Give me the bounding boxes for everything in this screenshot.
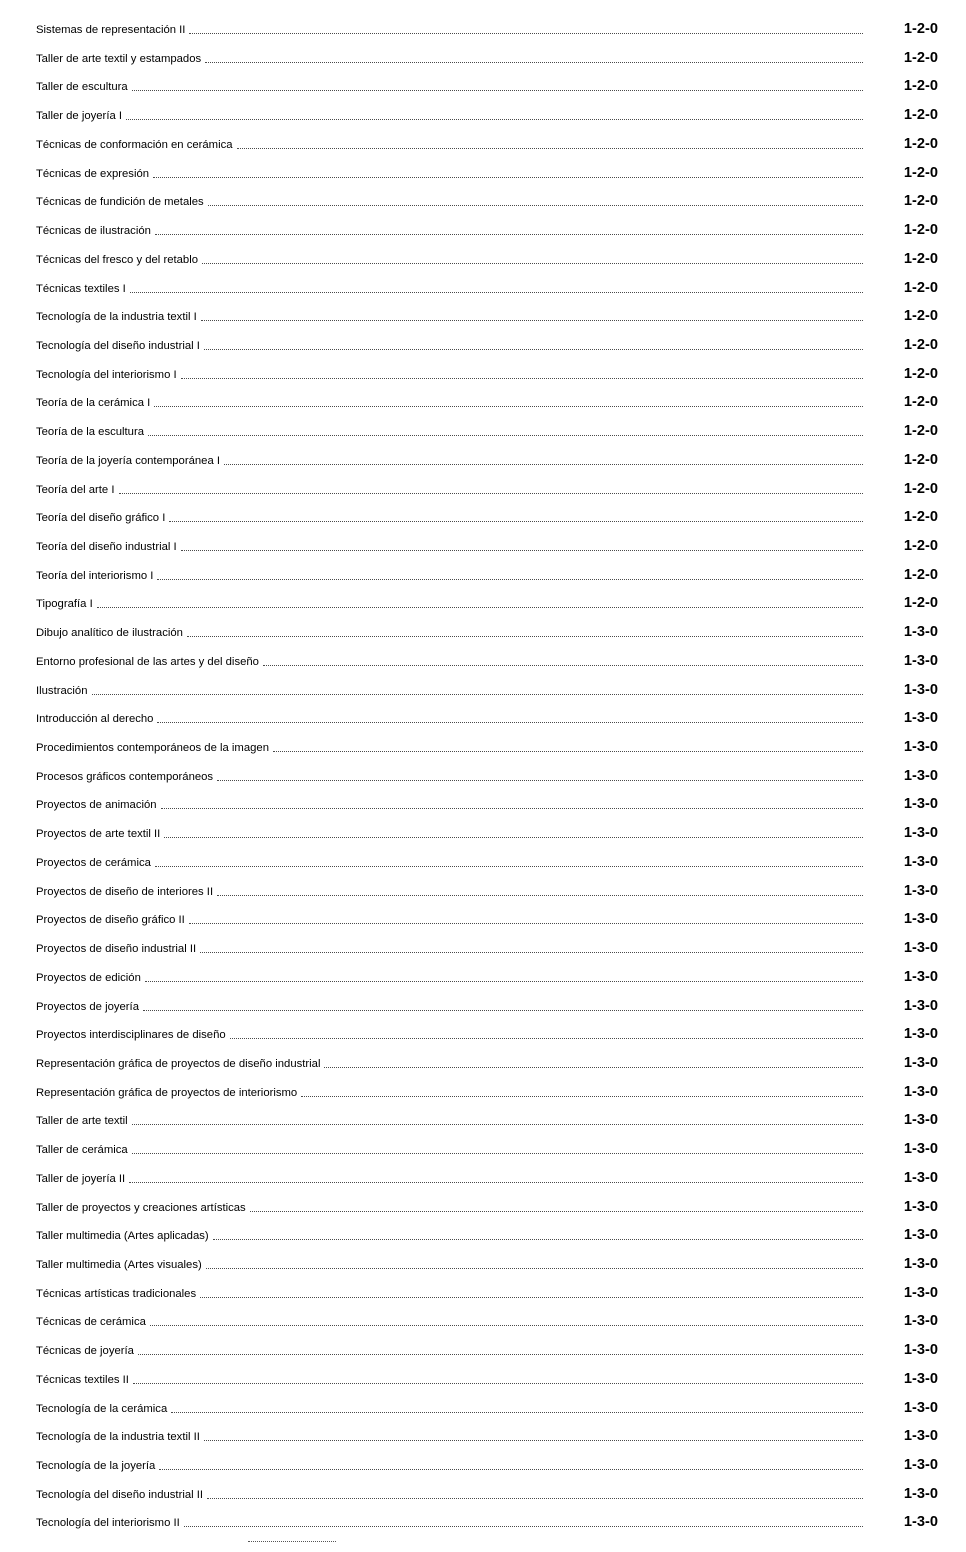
course-name: Taller de joyería II [36,1172,126,1185]
dot-leader [184,1526,863,1527]
dot-leader [129,1182,863,1183]
course-row [36,1197,938,1215]
course-credits: 1-2-0 [903,566,938,583]
dot-leader [145,981,863,982]
course-credits: 1-2-0 [903,135,938,152]
course-row [36,479,938,497]
course-credits: 1-3-0 [903,940,938,956]
dot-leader [132,90,863,91]
dot-leader [237,148,863,149]
dot-leader [204,1440,863,1441]
course-name: Teoría de la cerámica I [36,397,151,410]
course-row [36,335,938,353]
dot-leader [217,780,863,781]
dot-leader [132,1124,863,1125]
course-credits: 1-3-0 [903,1370,938,1387]
course-row [36,1168,938,1186]
course-row [36,1283,938,1301]
course-name: Representación gráfica de proyectos de interiorismo [36,1086,298,1099]
course-credits: 1-2-0 [903,21,938,37]
dot-leader [189,923,863,924]
dot-leader [169,521,863,522]
dot-leader [159,1469,863,1470]
course-row [36,1082,938,1100]
course-row [36,593,938,611]
course-credits: 1-2-0 [903,107,938,124]
course-name: Introducción al derecho [36,713,154,726]
course-credits: 1-3-0 [903,1227,938,1244]
course-name: Técnicas de fundición de metales [36,196,204,209]
course-name: Proyectos de joyería [36,1000,139,1013]
course-credits: 1-3-0 [903,796,938,813]
course-name: Tecnología del interiorismo II [36,1517,180,1530]
dot-leader [200,952,863,953]
course-credits: 1-2-0 [903,49,938,66]
dot-leader [171,1412,863,1413]
course-row [36,1369,938,1387]
dot-leader [201,320,863,321]
course-name: Teoría del arte I [36,483,115,496]
dot-leader [205,62,863,63]
course-row [36,823,938,841]
dot-leader [92,694,864,695]
course-credits: 1-3-0 [903,853,938,870]
dot-leader [164,837,863,838]
course-name: Taller multimedia (Artes visuales) [36,1259,202,1271]
course-name: Tecnología de la cerámica [36,1402,168,1415]
course-row [36,1484,938,1502]
course-name: Técnicas de ilustración [36,225,151,237]
course-credits: 1-2-0 [903,250,938,267]
course-name: Entorno profesional de las artes y del diseño [36,655,259,668]
dot-leader [181,378,863,379]
course-name: Taller de arte textil y estampados [36,52,202,65]
dot-leader [138,1354,863,1355]
dot-leader [207,1498,863,1499]
course-row [36,622,938,640]
course-name: Teoría del diseño industrial I [36,541,177,553]
dot-leader [224,464,863,465]
dot-leader [217,895,863,896]
course-row [36,1455,938,1473]
dot-leader [153,177,863,178]
course-name: Teoría de la escultura [36,426,145,439]
course-name: Teoría del interiorismo I [36,569,154,582]
course-credits: 1-2-0 [903,423,938,440]
course-row [36,852,938,870]
course-row [36,1024,938,1042]
course-name: Tipografía I [36,598,93,611]
dot-leader [161,808,863,809]
course-credits: 1-3-0 [903,1514,938,1531]
dot-leader [301,1096,863,1097]
course-row [36,249,938,267]
course-name: Sistemas de representación II [36,24,186,36]
course-name: Proyectos de diseño de interiores II [36,885,214,898]
course-row [36,1139,938,1157]
course-name: Proyectos de arte textil II [36,828,161,841]
dot-leader [181,550,863,551]
course-credits: 1-2-0 [903,78,938,95]
dot-leader [230,1038,863,1039]
course-row [36,651,938,669]
course-name: Taller de cerámica [36,1144,128,1157]
course-row [36,996,938,1014]
course-row [36,134,938,152]
course-name: Procedimientos contemporáneos de la imagen [36,742,269,754]
course-credits: 1-3-0 [903,968,938,985]
course-row [36,909,938,927]
course-row [36,392,938,410]
course-name: Procesos gráficos contemporáneos [36,770,214,783]
dot-leader [208,205,863,206]
dot-leader [155,234,863,235]
dot-leader [273,751,863,752]
course-credits: 1-3-0 [903,997,938,1014]
dot-leader [126,119,863,120]
course-name: Tecnología del diseño industrial II [36,1488,204,1501]
course-credits: 1-3-0 [903,1198,938,1215]
course-credits: 1-3-0 [903,1284,938,1301]
course-row [36,507,938,525]
course-row [36,1512,938,1530]
course-credits: 1-3-0 [903,1428,938,1445]
dot-leader [263,665,863,666]
course-credits: 1-3-0 [903,1399,938,1416]
course-row [36,1110,938,1128]
course-credits: 1-2-0 [903,451,938,468]
course-credits: 1-3-0 [903,1256,938,1272]
course-row [36,364,938,382]
course-credits: 1-2-0 [903,164,938,181]
dot-leader [200,1297,863,1298]
dot-leader [189,33,863,34]
course-name: Técnicas de joyería [36,1345,134,1358]
course-name: Tecnología de la industria textil I [36,311,197,324]
course-row [36,766,938,784]
course-credits: 1-2-0 [903,308,938,325]
course-row [36,794,938,812]
course-credits: 1-3-0 [903,1026,938,1043]
course-name: Proyectos interdisciplinares de diseño [36,1029,226,1042]
course-name: Dibujo analítico de ilustración [36,627,183,640]
course-credits: 1-3-0 [903,1083,938,1100]
course-row [36,278,938,296]
dot-leader [154,406,863,407]
dot-leader [132,1153,863,1154]
course-row [36,1340,938,1358]
course-name: Tecnología del interiorismo I [36,368,177,381]
course-row [36,421,938,439]
course-credits: 1-2-0 [903,509,938,526]
course-name: Proyectos de animación [36,799,157,812]
course-row [36,1398,938,1416]
course-credits: 1-3-0 [903,825,938,842]
course-credits: 1-3-0 [903,1457,938,1473]
course-row [36,1254,938,1272]
dot-leader [250,1211,863,1212]
course-row [36,1225,938,1243]
course-row [36,1053,938,1071]
course-row [36,105,938,123]
course-credits: 1-3-0 [903,1054,938,1071]
course-credits: 1-2-0 [903,365,938,382]
course-credits: 1-2-0 [903,336,938,353]
course-name: Representación gráfica de proyectos de diseño industrial [36,1057,321,1070]
course-name: Tecnología del diseño industrial I [36,339,200,352]
course-credits: 1-3-0 [903,681,938,698]
course-credits: 1-2-0 [903,222,938,238]
dot-leader [213,1239,863,1240]
course-name: Técnicas del fresco y del retablo [36,253,199,266]
course-credits: 1-3-0 [903,1342,938,1359]
course-name: Taller de proyectos y creaciones artísticas [36,1201,246,1214]
course-row [36,220,938,238]
course-name: Taller de joyería I [36,110,123,123]
course-credits: 1-2-0 [903,279,938,296]
course-name: Proyectos de edición [36,971,141,984]
course-row [36,680,938,698]
course-credits: 1-2-0 [903,595,938,612]
course-name: Proyectos de cerámica [36,856,151,869]
course-row [36,76,938,94]
course-credits: 1-2-0 [903,193,938,210]
course-name: Proyectos de diseño gráfico II [36,914,185,927]
course-name: Ilustración [36,684,88,697]
course-credits: 1-2-0 [903,394,938,411]
dot-leader [133,1383,863,1384]
course-name: Tecnología de la joyería [36,1460,156,1472]
dot-leader [204,349,863,350]
course-row [36,163,938,181]
course-credits: 1-3-0 [903,911,938,928]
course-row [36,19,938,37]
course-credits: 1-3-0 [903,1485,938,1502]
course-credits: 1-3-0 [903,1169,938,1186]
course-name: Técnicas de conformación en cerámica [36,138,233,151]
course-credits: 1-3-0 [903,882,938,899]
course-row [36,48,938,66]
course-name: Técnicas textiles I [36,282,126,295]
course-row [36,737,938,755]
course-name: Taller de escultura [36,81,128,94]
course-name: Taller de arte textil [36,1115,128,1128]
course-credits: 1-3-0 [903,1141,938,1158]
course-credits: 1-3-0 [903,767,938,784]
course-row [36,881,938,899]
course-name: Taller multimedia (Artes aplicadas) [36,1230,209,1243]
course-row [36,306,938,324]
dot-leader [202,263,863,264]
course-credits: 1-3-0 [903,624,938,641]
course-credits: 1-3-0 [903,652,938,669]
course-name: Proyectos de diseño industrial II [36,943,197,955]
course-credits: 1-2-0 [903,480,938,497]
dot-leader [324,1067,863,1068]
course-name: Teoría de la joyería contemporánea I [36,454,220,467]
course-row [36,565,938,583]
dot-leader [157,722,863,723]
course-row [36,1311,938,1329]
dot-leader [143,1010,863,1011]
course-name: Teoría del diseño gráfico I [36,512,166,525]
course-credits: 1-3-0 [903,710,938,727]
dot-leader [187,636,863,637]
course-row [36,938,938,956]
dot-leader [130,292,863,293]
course-row [36,450,938,468]
course-row [36,708,938,726]
dot-leader [206,1268,863,1269]
course-name: Técnicas textiles II [36,1373,129,1386]
dot-leader [148,435,863,436]
course-row [36,191,938,209]
course-credits: 1-3-0 [903,1313,938,1330]
course-credits: 1-3-0 [903,1112,938,1129]
course-name: Técnicas de expresión [36,167,150,180]
dot-leader [119,493,864,494]
dot-leader [97,607,863,608]
dot-leader [157,579,863,580]
course-row [36,536,938,554]
dot-leader [155,866,863,867]
course-row [36,1426,938,1444]
course-credits: 1-3-0 [903,739,938,755]
course-name: Técnicas de cerámica [36,1316,146,1329]
page-edge-fragment [248,1541,336,1542]
course-name: Tecnología de la industria textil II [36,1431,200,1444]
course-row [36,967,938,985]
dot-leader [150,1325,863,1326]
course-name: Técnicas artísticas tradicionales [36,1287,197,1300]
course-credits: 1-2-0 [903,538,938,554]
